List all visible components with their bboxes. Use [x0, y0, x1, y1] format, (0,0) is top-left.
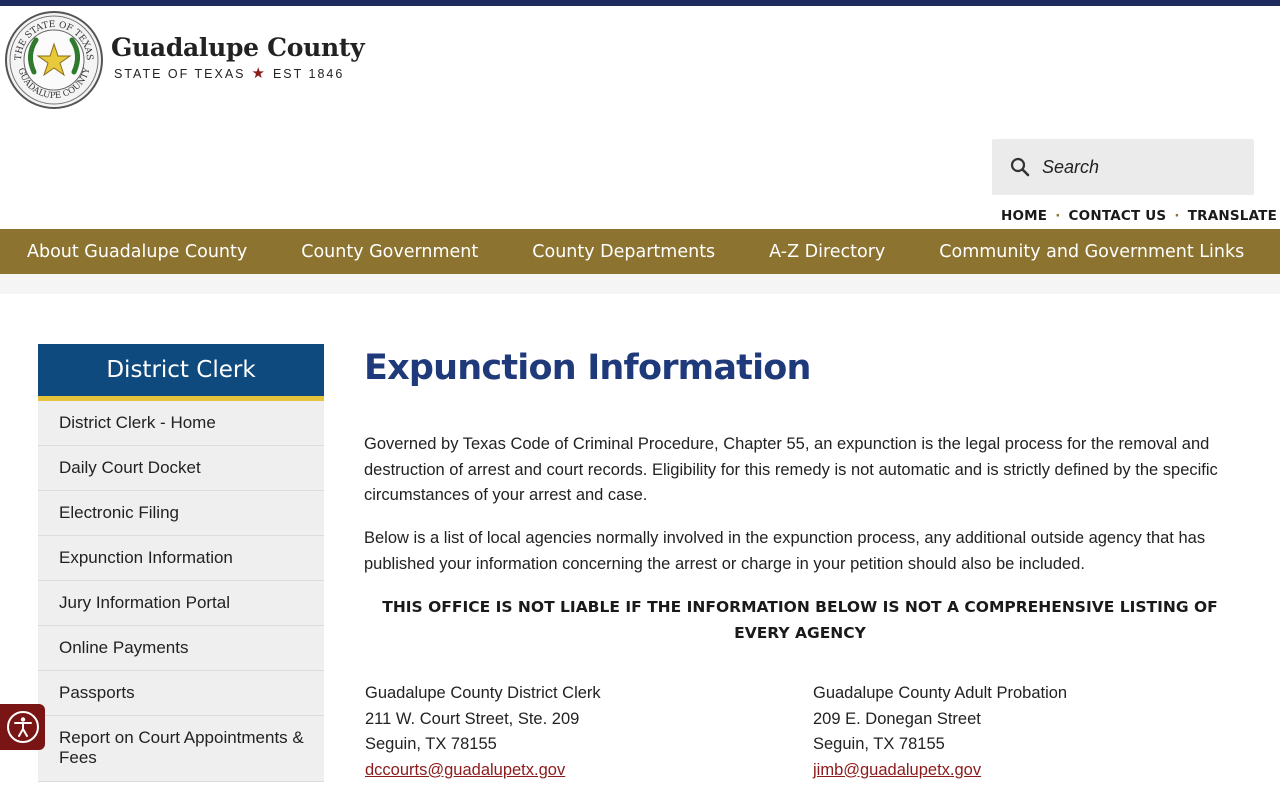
site-logo[interactable] — [4, 10, 364, 110]
search-input[interactable] — [1042, 157, 1222, 178]
main-content — [364, 348, 1244, 779]
agency-email-link[interactable]: dccourts@guadalupetx.gov — [365, 760, 566, 779]
svg-text:THE STATE OF TEXAS: THE STATE OF TEXAS — [13, 19, 95, 61]
agencies-paragraph: Below is a list of local agencies normally involved in the expunction process, any additional outside agency that has published your information concerning the arrest or charge in your petition should also be included. — [364, 529, 1206, 573]
agency-district-clerk — [365, 681, 601, 783]
search-icon[interactable] — [1010, 157, 1030, 177]
translate-link[interactable]: TRANSLATE — [1187, 208, 1277, 224]
sidebar-item-passports[interactable]: Passports — [38, 671, 324, 716]
county-seal-icon — [4, 10, 104, 110]
sidebar-item-electronic-filing[interactable]: Electronic Filing — [38, 491, 324, 536]
site-tagline: STATE OF TEXAS ★ EST 1846 — [114, 64, 345, 82]
nav-about[interactable]: About Guadalupe County — [27, 241, 248, 262]
sidebar-item-expunction[interactable]: Expunction Information — [38, 536, 324, 581]
accessibility-icon — [6, 710, 40, 744]
agency-name: Guadalupe County Adult Probation — [813, 684, 1068, 702]
contact-us-link[interactable]: CONTACT US — [1068, 208, 1167, 224]
agency-street: 211 W. Court Street, Ste. 209 — [365, 709, 580, 728]
page-title: Expunction Information — [364, 348, 811, 388]
intro-paragraph: Governed by Texas Code of Criminal Procedure, Chapter 55, an expunction is the legal process for the removal and destruction of arrest and court records. Eligibility for this remedy is not automatic and is strictly defined by the specific circumstances of your arrest and case. — [364, 435, 1218, 504]
agency-city: Seguin, TX 78155 — [813, 735, 945, 753]
breadcrumb-band — [0, 274, 1280, 294]
agency-adult-probation — [813, 681, 1067, 783]
nav-county-government[interactable]: County Government — [301, 241, 479, 262]
separator: · — [1174, 208, 1180, 224]
sidebar-item-online-payments[interactable]: Online Payments — [38, 626, 324, 671]
svg-text:GUADALUPE COUNTY: GUADALUPE COUNTY — [15, 66, 93, 102]
nav-community-links[interactable]: Community and Government Links — [939, 241, 1245, 262]
main-navigation — [0, 229, 1280, 274]
agency-name: Guadalupe County District Clerk — [365, 684, 601, 702]
nav-county-departments[interactable]: County Departments — [532, 241, 716, 262]
liability-notice: THIS OFFICE IS NOT LIABLE IF THE INFORMATION BELOW IS NOT A COMPREHENSIVE LISTING OF EVERY AGENCY — [382, 598, 1218, 642]
nav-az-directory[interactable]: A-Z Directory — [769, 241, 886, 262]
sidebar-item-court-docket[interactable]: Daily Court Docket — [38, 446, 324, 491]
home-link[interactable]: HOME — [1000, 208, 1048, 224]
agency-street: 209 E. Donegan Street — [813, 709, 981, 728]
sidebar — [38, 344, 324, 782]
search-box[interactable] — [992, 139, 1254, 195]
sidebar-item-court-appointments[interactable]: Report on Court Appointments & Fees — [38, 716, 324, 782]
sidebar-item-jury-portal[interactable]: Jury Information Portal — [38, 581, 324, 626]
site-name: Guadalupe County — [111, 32, 365, 62]
accessibility-button[interactable] — [0, 704, 45, 750]
star-icon: ★ — [251, 64, 267, 82]
separator: · — [1055, 208, 1061, 224]
agency-email-link[interactable]: jimb@guadalupetx.gov — [813, 760, 982, 779]
top-accent-bar — [0, 0, 1280, 6]
sidebar-item-home[interactable]: District Clerk - Home — [38, 401, 324, 446]
utility-links — [1001, 208, 1277, 224]
sidebar-title[interactable]: District Clerk — [38, 344, 324, 401]
agency-city: Seguin, TX 78155 — [365, 735, 497, 753]
